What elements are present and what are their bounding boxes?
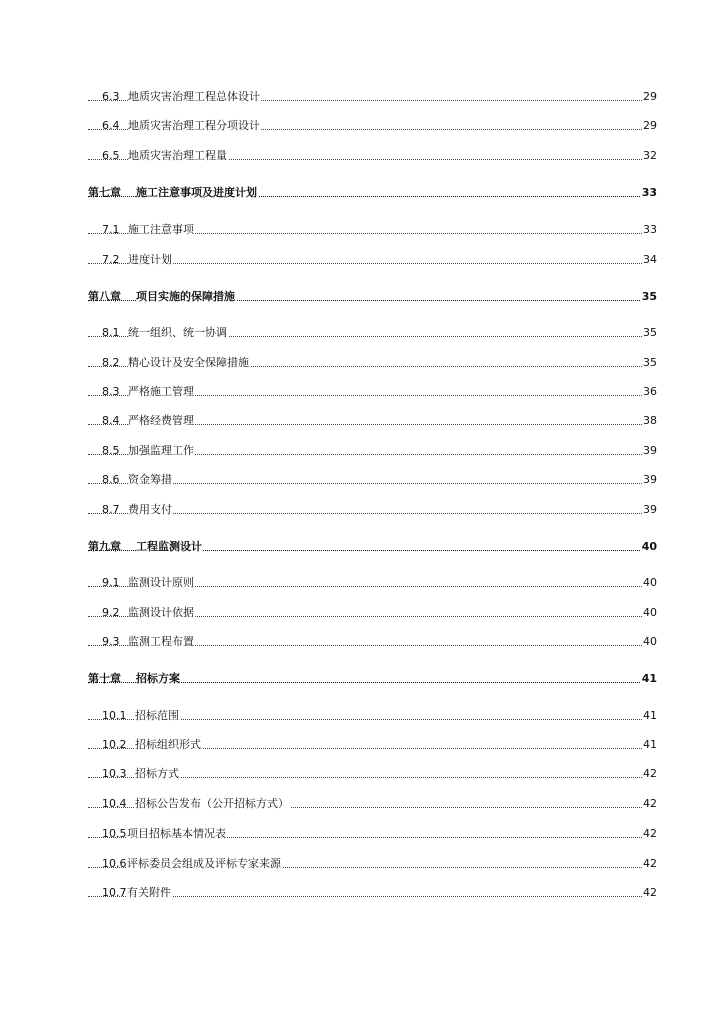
toc-chapter-page: 41	[641, 670, 657, 688]
toc-chapter-number: 第七章	[88, 186, 121, 199]
toc-entry-page: 35	[642, 324, 657, 342]
toc-entry-number: 10.3	[102, 767, 127, 780]
toc-entry-number: 8.5	[102, 444, 120, 457]
toc-entry-title: 监测设计原则	[128, 574, 195, 592]
toc-entry-title: 招标公告发布（公开招标方式）	[135, 795, 290, 813]
toc-entry	[0, 354, 724, 372]
toc-entry-number: 10.2	[102, 738, 127, 751]
toc-chapter-title: 施工注意事项及进度计划	[136, 184, 258, 202]
toc-entry-page: 36	[642, 383, 657, 401]
toc-entry-number: 8.4	[102, 414, 120, 427]
toc-entry	[0, 147, 724, 165]
toc-entry-number: 7.1	[102, 223, 120, 236]
toc-entry-title: 评标委员会组成及评标专家来源	[127, 855, 282, 873]
toc-entry-page: 42	[642, 795, 657, 813]
toc-entry-page: 42	[642, 765, 657, 783]
toc-entry-title: 精心设计及安全保障措施	[128, 354, 250, 372]
toc-chapter-number: 第十章	[88, 672, 121, 685]
toc-entry-title: 监测设计依据	[128, 604, 195, 622]
toc-entry-title: 监测工程布置	[128, 633, 195, 651]
toc-entry-page: 33	[642, 221, 657, 239]
toc-entry-title: 加强监理工作	[128, 442, 195, 460]
toc-entry	[0, 604, 724, 622]
toc-chapter-title: 项目实施的保障措施	[136, 288, 236, 306]
toc-entry	[0, 221, 724, 239]
toc-entry-number: 6.4	[102, 119, 120, 132]
toc-entry-title: 招标组织形式	[135, 736, 202, 754]
toc-entry	[0, 324, 724, 342]
toc-entry-number: 8.7	[102, 503, 120, 516]
toc-entry-number: 8.1	[102, 326, 120, 339]
toc-entry-title: 费用支付	[128, 501, 173, 519]
toc-entry	[0, 471, 724, 489]
toc-chapter-entry	[0, 288, 724, 306]
toc-entry-title: 严格施工管理	[128, 383, 195, 401]
toc-entry-number: 10.1	[102, 709, 127, 722]
toc-entry	[0, 884, 724, 902]
toc-chapter-number: 第八章	[88, 290, 121, 303]
toc-entry-title: 统一组织、统一协调	[128, 324, 228, 342]
toc-entry-page: 40	[642, 633, 657, 651]
toc-chapter-entry	[0, 670, 724, 688]
toc-entry-page: 38	[642, 412, 657, 430]
toc-entry-page: 29	[642, 117, 657, 135]
toc-entry	[0, 736, 724, 754]
toc-entry-title: 项目招标基本情况表	[127, 825, 227, 843]
toc-entry-page: 35	[642, 354, 657, 372]
toc-entry	[0, 251, 724, 269]
toc-chapter-title: 工程监测设计	[136, 538, 203, 556]
toc-entry	[0, 383, 724, 401]
toc-entry-title: 有关附件	[127, 884, 172, 902]
toc-chapter-entry	[0, 184, 724, 202]
toc-entry-page: 42	[642, 884, 657, 902]
toc-entry-number: 9.2	[102, 606, 120, 619]
toc-entry	[0, 855, 724, 873]
toc-entry-number: 8.2	[102, 356, 120, 369]
toc-entry-title: 地质灾害治理工程总体设计	[128, 88, 261, 106]
toc-entry-number: 8.3	[102, 385, 120, 398]
toc-entry-number: 9.1	[102, 576, 120, 589]
toc-entry	[0, 574, 724, 592]
toc-entry-title: 招标范围	[135, 707, 180, 725]
toc-entry-title: 严格经费管理	[128, 412, 195, 430]
toc-chapter-page: 33	[641, 184, 657, 202]
toc-entry-page: 42	[642, 855, 657, 873]
toc-entry-number: 10.7	[102, 886, 127, 899]
toc-entry-page: 40	[642, 574, 657, 592]
toc-entry-title: 进度计划	[128, 251, 173, 269]
toc-entry-page: 41	[642, 736, 657, 754]
toc-entry-number: 10.6	[102, 857, 127, 870]
toc-entry-title: 招标方式	[135, 765, 180, 783]
toc-entry	[0, 501, 724, 519]
toc-chapter-page: 40	[641, 538, 657, 556]
toc-entry	[0, 795, 724, 813]
toc-entry-title: 施工注意事项	[128, 221, 195, 239]
toc-entry	[0, 88, 724, 106]
toc-chapter-entry	[0, 538, 724, 556]
toc-chapter-page: 35	[641, 288, 657, 306]
toc-entry-title: 地质灾害治理工程分项设计	[128, 117, 261, 135]
toc-entry-number: 10.4	[102, 797, 127, 810]
toc-entry-number: 6.3	[102, 90, 120, 103]
toc-entry-page: 32	[642, 147, 657, 165]
toc-entry-number: 8.6	[102, 473, 120, 486]
toc-entry-page: 29	[642, 88, 657, 106]
toc-entry	[0, 633, 724, 651]
toc-entry	[0, 117, 724, 135]
toc-entry-page: 42	[642, 825, 657, 843]
toc-entry-number: 10.5	[102, 827, 127, 840]
toc-entry-title: 资金筹措	[128, 471, 173, 489]
toc-entry-page: 34	[642, 251, 657, 269]
toc-entry-title: 地质灾害治理工程量	[128, 147, 228, 165]
toc-entry-page: 39	[642, 471, 657, 489]
toc-entry	[0, 825, 724, 843]
toc-entry-number: 7.2	[102, 253, 120, 266]
toc-entry	[0, 442, 724, 460]
toc-entry	[0, 765, 724, 783]
toc-leader-dots	[88, 896, 654, 897]
toc-entry-page: 39	[642, 501, 657, 519]
toc-chapter-number: 第九章	[88, 540, 121, 553]
toc-entry-page: 41	[642, 707, 657, 725]
toc-entry-page: 39	[642, 442, 657, 460]
toc-entry	[0, 412, 724, 430]
toc-entry-page: 40	[642, 604, 657, 622]
toc-entry-number: 6.5	[102, 149, 120, 162]
toc-entry-number: 9.3	[102, 635, 120, 648]
toc-entry	[0, 707, 724, 725]
toc-chapter-title: 招标方案	[136, 670, 181, 688]
